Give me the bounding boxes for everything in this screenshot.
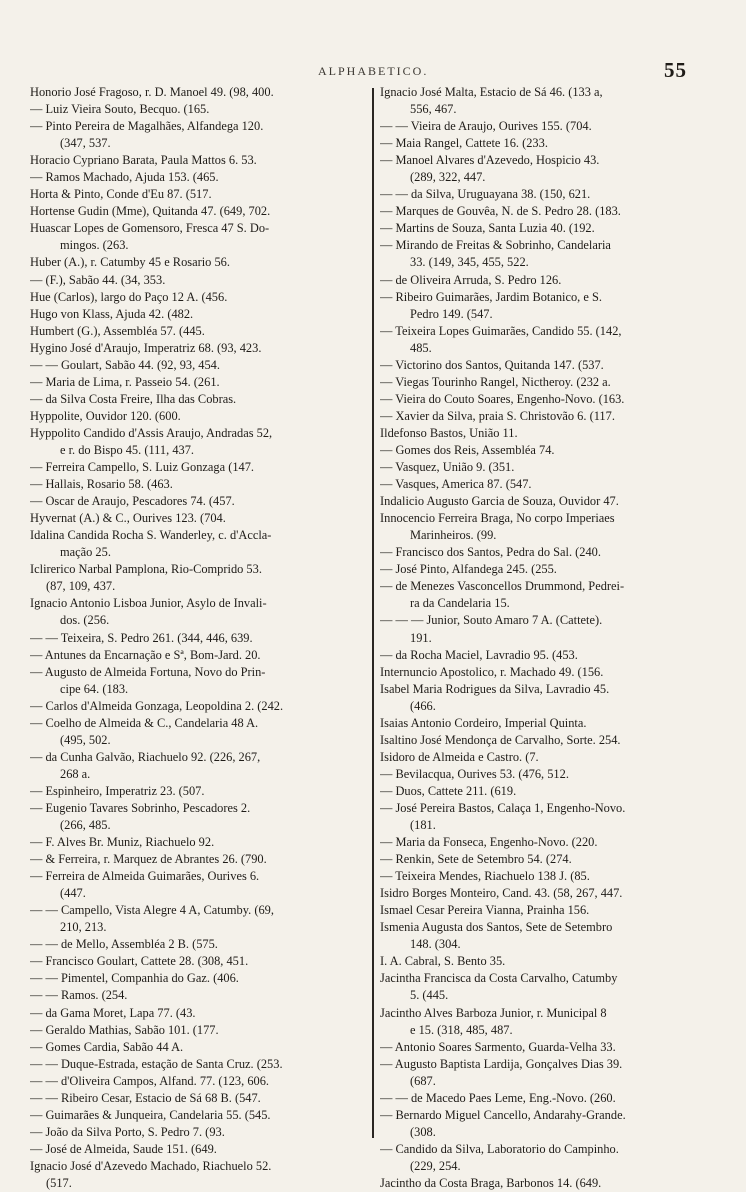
- directory-entry-line: Hortense Gudin (Mme), Quitanda 47. (649, 702.: [30, 204, 271, 219]
- directory-entry-line: — Mirando de Freitas & Sobrinho, Candelaria: [380, 238, 611, 253]
- directory-entry-line: 5. (445.: [410, 988, 449, 1003]
- directory-entry-line: — João da Silva Porto, S. Pedro 7. (93.: [30, 1124, 225, 1139]
- directory-entry-line: — F. Alves Br. Muniz, Riachuelo 92.: [30, 835, 215, 850]
- directory-entry-line: — da Rocha Maciel, Lavradio 95. (453.: [380, 647, 578, 662]
- directory-entry-line: (266, 485.: [60, 818, 111, 833]
- directory-entry-line: — — Pimentel, Companhia do Gaz. (406.: [30, 971, 239, 986]
- directory-entry-line: mação 25.: [60, 545, 111, 560]
- directory-entry-line: — de Oliveira Arruda, S. Pedro 126.: [380, 272, 562, 287]
- directory-entry-line: Isaias Antonio Cordeiro, Imperial Quinta.: [380, 715, 587, 730]
- directory-entry-line: Huber (A.), r. Catumby 45 e Rosario 56.: [30, 255, 230, 270]
- directory-entry-line: — — d'Oliveira Campos, Alfand. 77. (123, 606.: [30, 1073, 270, 1088]
- directory-entry-line: — Candido da Silva, Laboratorio do Campinho.: [380, 1141, 619, 1156]
- directory-entry-line: cipe 64. (183.: [60, 681, 129, 696]
- directory-entry-line: — — Ribeiro Cesar, Estacio de Sá 68 B. (547.: [30, 1090, 261, 1105]
- directory-entry-line: — Vasquez, União 9. (351.: [380, 460, 515, 475]
- directory-entry-line: — José Pinto, Alfandega 245. (255.: [380, 562, 557, 577]
- directory-entry-line: — Hallais, Rosario 58. (463.: [30, 477, 173, 492]
- directory-entry-line: — Espinheiro, Imperatriz 23. (507.: [30, 783, 205, 798]
- directory-entry-line: — Teixeira Mendes, Riachuelo 138 J. (85.: [380, 869, 590, 884]
- directory-entry-line: (687.: [410, 1073, 436, 1088]
- directory-entry-line: Innocencio Ferreira Braga, No corpo Imperiaes: [380, 511, 615, 526]
- directory-entry-line: 556, 467.: [410, 102, 457, 117]
- directory-entry-line: — Marques de Gouvêa, N. de S. Pedro 28. (183.: [380, 204, 621, 219]
- page-header: [0, 58, 746, 84]
- directory-entry-line: — Francisco Goulart, Cattete 28. (308, 451.: [30, 954, 249, 969]
- directory-entry-line: — — — Junior, Souto Amaro 7 A. (Cattete).: [380, 613, 603, 628]
- directory-entry-line: — Viegas Tourinho Rangel, Nictheroy. (232 a.: [380, 374, 611, 389]
- directory-entry-line: — — de Macedo Paes Leme, Eng.-Novo. (260.: [380, 1090, 616, 1105]
- directory-entry-line: — Carlos d'Almeida Gonzaga, Leopoldina 2. (242.: [30, 698, 284, 713]
- directory-entry-line: — Bevilacqua, Ourives 53. (476, 512.: [380, 766, 569, 781]
- directory-entry-line: Isidro Borges Monteiro, Cand. 43. (58, 267, 447.: [380, 886, 623, 901]
- directory-entry-line: ra da Candelaria 15.: [410, 596, 510, 611]
- directory-entry-line: Hyvernat (A.) & C., Ourives 123. (704.: [30, 511, 226, 526]
- directory-entry-line: 191.: [410, 630, 432, 645]
- directory-entry-line: Indalicio Augusto Garcia de Souza, Ouvidor 47.: [380, 494, 619, 509]
- directory-entry-line: Jacintho da Costa Braga, Barbonos 14. (649.: [380, 1176, 602, 1190]
- directory-entry-line: — Antunes da Encarnação e Sª, Bom-Jard. 20.: [30, 647, 261, 662]
- directory-entry-line: (308.: [410, 1124, 436, 1139]
- directory-entry-line: — Bernardo Miguel Cancello, Andarahy-Grande.: [380, 1107, 626, 1122]
- directory-entry-line: Idalina Candida Rocha S. Wanderley, c. d'Accla-: [30, 528, 272, 543]
- directory-entry-line: — Xavier da Silva, praia S. Christovão 6. (117.: [380, 408, 615, 423]
- directory-entry-line: — Ribeiro Guimarães, Jardim Botanico, e S.: [380, 289, 602, 304]
- directory-entry-line: — — Vieira de Araujo, Ourives 155. (704.: [380, 119, 592, 134]
- directory-entry-line: (181.: [410, 818, 436, 833]
- directory-entry-line: Hue (Carlos), largo do Paço 12 A. (456.: [30, 289, 228, 304]
- directory-entry-line: — — da Silva, Uruguayana 38. (150, 621.: [380, 187, 591, 202]
- directory-entry-line: Hygino José d'Araujo, Imperatriz 68. (93, 423.: [30, 340, 262, 355]
- directory-entry-line: — Coelho de Almeida & C., Candelaria 48 A.: [30, 715, 259, 730]
- directory-entry-line: — — Campello, Vista Alegre 4 A, Catumby. (69,: [30, 903, 274, 918]
- directory-entry-line: — Renkin, Sete de Setembro 54. (274.: [380, 852, 572, 867]
- directory-entry-line: Internuncio Apostolico, r. Machado 49. (156.: [380, 664, 604, 679]
- directory-entry-line: Humbert (G.), Assembléa 57. (445.: [30, 323, 205, 338]
- directory-entry-line: — Antonio Soares Sarmento, Guarda-Velha 33.: [380, 1039, 616, 1054]
- directory-entry-line: Hyppolito Candido d'Assis Araujo, Andradas 52,: [30, 425, 273, 440]
- directory-entry-line: — Oscar de Araujo, Pescadores 74. (457.: [30, 494, 235, 509]
- directory-entry-line: — — Duque-Estrada, estação de Santa Cruz. (253.: [30, 1056, 283, 1071]
- directory-entry-line: — Eugenio Tavares Sobrinho, Pescadores 2.: [30, 800, 251, 815]
- directory-entry-line: e r. do Bispo 45. (111, 437.: [60, 442, 194, 457]
- directory-entry-line: — Martins de Souza, Santa Luzia 40. (192.: [380, 221, 595, 236]
- page-number: 55: [664, 58, 687, 82]
- directory-entry-line: — Gomes Cardia, Sabão 44 A.: [30, 1039, 184, 1054]
- directory-entry-line: Ignacio José d'Azevedo Machado, Riachuelo 52.: [30, 1158, 272, 1173]
- directory-entry-line: Isabel Maria Rodrigues da Silva, Lavradio 45.: [380, 681, 610, 696]
- directory-entry-line: 485.: [410, 340, 432, 355]
- directory-entry-line: — & Ferreira, r. Marquez de Abrantes 26. (790.: [30, 852, 267, 867]
- directory-entry-line: — Luiz Vieira Souto, Becquo. (165.: [30, 102, 210, 117]
- directory-entry-line: (517.: [46, 1176, 72, 1190]
- directory-entry-line: Ignacio José Malta, Estacio de Sá 46. (133 a,: [380, 85, 603, 99]
- directory-entry-line: I. A. Cabral, S. Bento 35.: [380, 954, 506, 969]
- directory-entry-line: — Ferreira Campello, S. Luiz Gonzaga (147.: [30, 460, 254, 475]
- directory-entry-line: — Maia Rangel, Cattete 16. (233.: [380, 136, 548, 151]
- directory-entry-line: — Victorino dos Santos, Quitanda 147. (537.: [380, 357, 604, 372]
- directory-entry-line: Ignacio Antonio Lisboa Junior, Asylo de Invali-: [30, 596, 267, 611]
- directory-entry-line: — de Menezes Vasconcellos Drummond, Pedrei-: [380, 579, 625, 594]
- left-column: [30, 84, 368, 1192]
- directory-entry-line: 148. (304.: [410, 937, 461, 952]
- directory-entry-line: — da Gama Moret, Lapa 77. (43.: [30, 1005, 196, 1020]
- directory-entry-line: 210, 213.: [60, 920, 107, 935]
- directory-entry-line: — — Ramos. (254.: [30, 988, 128, 1003]
- directory-entry-line: dos. (256.: [60, 613, 110, 628]
- directory-entry-line: — Vasques, America 87. (547.: [380, 477, 532, 492]
- directory-entry-line: (447.: [60, 886, 86, 901]
- directory-entry-line: (87, 109, 437.: [46, 579, 116, 594]
- directory-entry-line: — Ferreira de Almeida Guimarães, Ourives 6.: [30, 869, 260, 884]
- directory-entry-line: Jacintho Alves Barboza Junior, r. Municipal 8: [380, 1005, 607, 1020]
- directory-entry-line: — Maria de Lima, r. Passeio 54. (261.: [30, 374, 220, 389]
- directory-entry-line: — — de Mello, Assembléa 2 B. (575.: [30, 937, 218, 952]
- directory-entry-line: — — Goulart, Sabão 44. (92, 93, 454.: [30, 357, 220, 372]
- directory-entry-line: — Teixeira Lopes Guimarães, Candido 55. (142,: [380, 323, 622, 338]
- directory-entry-line: (229, 254.: [410, 1158, 461, 1173]
- directory-entry-line: — José Pereira Bastos, Calaça 1, Engenho-Novo.: [380, 800, 626, 815]
- directory-entry-line: Horacio Cypriano Barata, Paula Mattos 6. 53.: [30, 153, 257, 168]
- directory-entry-line: Isidoro de Almeida e Castro. (7.: [380, 749, 539, 764]
- directory-entry-line: (289, 322, 447.: [410, 170, 486, 185]
- directory-entry-line: (347, 537.: [60, 136, 111, 151]
- directory-entry-line: Hyppolite, Ouvidor 120. (600.: [30, 408, 181, 423]
- directory-entry-line: e 15. (318, 485, 487.: [410, 1022, 513, 1037]
- directory-entry-line: — (F.), Sabão 44. (34, 353.: [30, 272, 166, 287]
- directory-entry-line: Hugo von Klass, Ajuda 42. (482.: [30, 306, 194, 321]
- column-divider: [372, 88, 374, 1138]
- directory-entry-line: — da Cunha Galvão, Riachuelo 92. (226, 267,: [30, 749, 261, 764]
- directory-entry-line: — Augusto de Almeida Fortuna, Novo do Prin-: [30, 664, 266, 679]
- directory-entry-line: — José de Almeida, Saude 151. (649.: [30, 1141, 217, 1156]
- directory-entry-line: — Duos, Cattete 211. (619.: [380, 783, 517, 798]
- directory-entry-line: 33. (149, 345, 455, 522.: [410, 255, 529, 270]
- directory-entry-line: — Geraldo Mathias, Sabão 101. (177.: [30, 1022, 219, 1037]
- directory-entry-line: Ismenia Augusta dos Santos, Sete de Setembro: [380, 920, 613, 935]
- directory-entry-line: (495, 502.: [60, 732, 111, 747]
- directory-entry-line: — Gomes dos Reis, Assembléa 74.: [380, 442, 555, 457]
- directory-entry-line: mingos. (263.: [60, 238, 129, 253]
- directory-entry-line: — Guimarães & Junqueira, Candelaria 55. (545.: [30, 1107, 271, 1122]
- directory-entry-line: — Manoel Alvares d'Azevedo, Hospicio 43.: [380, 153, 600, 168]
- directory-entry-line: Marinheiros. (99.: [410, 528, 497, 543]
- directory-entry-line: Pedro 149. (547.: [410, 306, 493, 321]
- directory-entry-line: Honorio José Fragoso, r. D. Manoel 49. (98, 400.: [30, 85, 274, 99]
- directory-entry-line: Huascar Lopes de Gomensoro, Fresca 47 S. Do-: [30, 221, 270, 236]
- directory-entry-line: Ildefonso Bastos, União 11.: [380, 425, 518, 440]
- right-column: [380, 84, 716, 1192]
- directory-entry-line: Isaltino José Mendonça de Carvalho, Sorte. 254.: [380, 732, 621, 747]
- directory-entry-line: — Vieira do Couto Soares, Engenho-Novo. (163.: [380, 391, 625, 406]
- directory-entry-line: — — Teixeira, S. Pedro 261. (344, 446, 639.: [30, 630, 253, 645]
- directory-entry-line: Ismael Cesar Pereira Vianna, Prainha 156.: [380, 903, 590, 918]
- directory-entry-line: — da Silva Costa Freire, Ilha das Cobras.: [30, 391, 237, 406]
- directory-entry-line: — Augusto Baptista Lardija, Gonçalves Dias 39.: [380, 1056, 623, 1071]
- directory-entry-line: — Maria da Fonseca, Engenho-Novo. (220.: [380, 835, 598, 850]
- directory-entry-line: 268 a.: [60, 766, 91, 781]
- directory-entry-line: — Pinto Pereira de Magalhães, Alfandega 120.: [30, 119, 264, 134]
- directory-entry-line: — Ramos Machado, Ajuda 153. (465.: [30, 170, 219, 185]
- directory-entry-line: — Francisco dos Santos, Pedra do Sal. (240.: [380, 545, 601, 560]
- running-title: ALPHABETICO.: [318, 64, 429, 78]
- directory-entry-line: Horta & Pinto, Conde d'Eu 87. (517.: [30, 187, 212, 202]
- directory-entry-line: Iclirerico Narbal Pamplona, Rio-Comprido 53.: [30, 562, 262, 577]
- directory-entry-line: (466.: [410, 698, 436, 713]
- directory-entry-line: Jacintha Francisca da Costa Carvalho, Catumby: [380, 971, 618, 986]
